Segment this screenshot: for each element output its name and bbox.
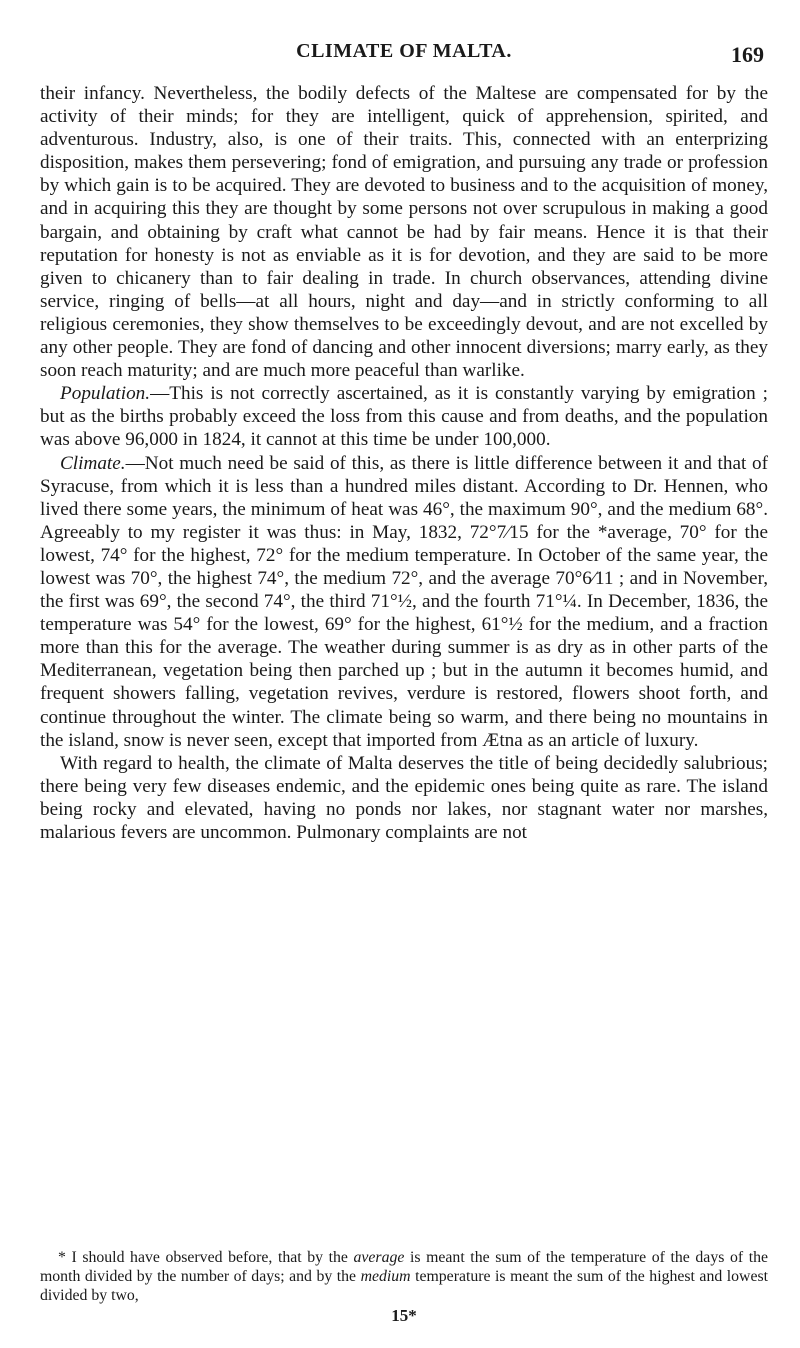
paragraph-text: —This is not correctly ascertained, as it is constantly varying by emigration ; but as the births probably exceed the loss from this cause and from deaths, and the population was above 96,000 in 1824, it cannot at this time be under 100,000. xyxy=(40,383,768,451)
paragraph-text: With regard to health, the climate of Malta deserves the title of being decidedly salubrious; there being very few diseases endemic, and the epidemic ones being quite as rare. The island being rocky and elevated, having no ponds nor lakes, nor stagnant water nor marshes, malarious fevers are uncommon. Pulmonary complaints are not xyxy=(40,752,768,843)
section-heading-population: Population. xyxy=(60,383,151,405)
footnote-text: temperature is meant the sum of the highest and lowest divided by two, xyxy=(40,1268,768,1304)
book-page xyxy=(40,0,768,1348)
body-text xyxy=(40,82,768,844)
page-number: 169 xyxy=(731,42,764,67)
footnote-text: * I should have observed before, that by the xyxy=(58,1249,354,1266)
signature-mark: 15* xyxy=(391,1306,417,1325)
footnote xyxy=(40,1248,768,1305)
paragraph-health xyxy=(40,752,768,844)
paragraph-character xyxy=(40,82,768,382)
paragraph-climate xyxy=(40,452,768,752)
section-heading-climate: Climate. xyxy=(60,452,126,474)
footnote-text: is meant the sum of the temperature of the days of the month divided by the number of days; and by the xyxy=(40,1249,768,1285)
running-title: CLIMATE OF MALTA. xyxy=(296,40,512,62)
footnote-term-average: average xyxy=(353,1249,405,1266)
paragraph-text: —Not much need be said of this, as there is little difference between it and that of Syracuse, from which it is less than a hundred miles distant. According to Dr. Hennen, who lived there some years, the minimum of heat was 46°, the maximum 90°, and the medium 68°. Agreeably to my register it was thus: in May, 1832, 72°7⁄15 for the *average, 70° for the lowest, 74° for the highest, 72° for the medium temperature. In October of the same year, the lowest was 70°, the highest 74°, the medium 72°, and the average 70°6⁄11 ; and in November, the first was 69°, the second 74°, the third 71°½, and the fourth 71°¼. In December, 1836, the temperature was 54° for the lowest, 69° for the highest, 61°½ for the medium, and a fraction more than this for the average. The weather during summer is as dry as in other parts of the Mediterranean, vegetation being then parched up ; but in the autumn it becomes humid, and frequent showers falling, vegetation revives, verdure is restored, flowers shoot forth, and continue throughout the winter. The climate being so warm, and there being no mountains in the island, snow is never seen, except that imported from Ætna as an article of luxury. xyxy=(40,452,768,751)
paragraph-text: their infancy. Nevertheless, the bodily defects of the Maltese are compensated for by the activity of their minds; for they are intelligent, quick of apprehension, spirited, and adventurous. Industry, also, is one of their traits. This, connected with an enterprizing disposition, makes them persevering; fond of emigration, and pursuing any trade or profession by which gain is to be acquired. They are devoted to business and to the acquisition of money, and in acquiring this they are thought by some persons not over scrupulous in making a good bargain, and obtaining by craft what cannot be had by fair means. Hence it is that their reputation for honesty is not as enviable as it is for devotion, and they are said to be more given to chicanery than to fair dealing in trade. In church observances, attending divine service, ringing of bells—at all hours, night and day—and in strictly conforming to all religious ceremonies, they show themselves to be exceedingly devout, and are not excelled by any other people. They are fond of dancing and other innocent diversions; marry early, as they soon reach maturity; and are much more peaceful than warlike. xyxy=(40,83,768,382)
footnote-term-medium: medium xyxy=(360,1268,411,1285)
page-header xyxy=(40,40,768,70)
paragraph-population xyxy=(40,382,768,451)
